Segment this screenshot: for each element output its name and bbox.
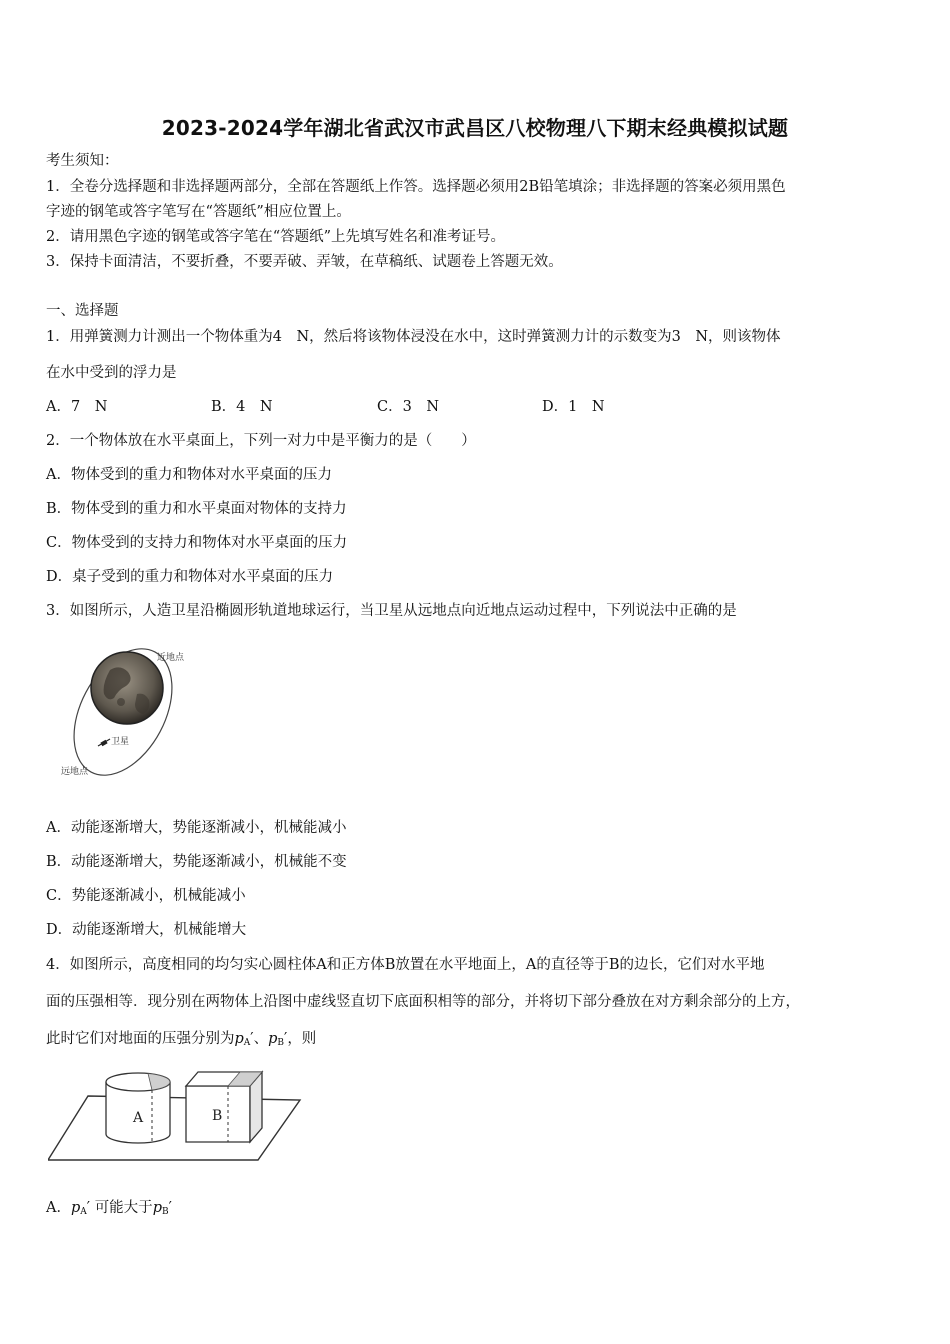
cylinder-cube-figure — [48, 1068, 304, 1164]
q1-stem-line-1: 1．用弹簧测力计测出一个物体重为4 N，然后将该物体浸没在水中，这时弹簧测力计的示数变为3 N，则该物体 — [46, 329, 781, 345]
fig-near-label: 近地点 — [157, 653, 185, 663]
q2-option-a: A．物体受到的重力和物体对水平桌面的压力 — [46, 467, 332, 483]
page-title: 2023-2024学年湖北省武汉市武昌区八校物理八下期末经典模拟试题 — [161, 116, 789, 140]
q2-option-c: C．物体受到的支持力和物体对水平桌面的压力 — [46, 535, 348, 551]
q3-option-b: B．动能逐渐增大，势能逐渐减小，机械能不变 — [46, 854, 347, 870]
notice-item-1-line-2: 字迹的钢笔或答字笔写在“答题纸”相应位置上。 — [46, 204, 351, 220]
q3-option-d: D．动能逐渐增大，机械能增大 — [46, 922, 247, 938]
fig-label-a: A — [133, 1110, 144, 1126]
fig-far-label: 远地点 — [61, 767, 89, 777]
q1-options — [46, 398, 605, 416]
q2-option-b: B．物体受到的重力和水平桌面对物体的支持力 — [46, 501, 347, 517]
satellite-icon — [98, 739, 110, 746]
notice-heading: 考生须知： — [46, 153, 119, 169]
q3-option-c: C．势能逐渐减小，机械能减小 — [46, 888, 246, 904]
fig-sat-label: 卫星 — [111, 737, 130, 747]
q4-stem-line-1: 4．如图所示，高度相同的均匀实心圆柱体A和正方体B放置在水平地面上，A的直径等于B的边长，它们对水平地 — [46, 957, 765, 973]
q1-option-c: C．3 N — [377, 399, 440, 415]
q4-option-a: A．$p_A'$ 可能大于$p_B'$ — [46, 1200, 172, 1217]
q2-stem: 2．一个物体放在水平桌面上，下列一对力中是平衡力的是（ ） — [46, 433, 476, 449]
q4-stem-line-3: 此时它们对地面的压强分别为$p_A'$、$p_B'$，则 — [46, 1031, 317, 1048]
q3-option-a: A．动能逐渐增大，势能逐渐减小，机械能减小 — [46, 820, 347, 836]
section-heading: 一、选择题 — [46, 303, 119, 319]
cylinder-a — [106, 1073, 170, 1143]
cube-b — [186, 1072, 262, 1142]
q4-stem-line-2: 面的压强相等．现分别在两物体上沿图中虚线竖直切下底面积相等的部分，并将切下部分叠放在对方剩余部分的上方， — [46, 994, 800, 1010]
q1-option-d: D．1 N — [542, 399, 605, 415]
q1-stem-line-2: 在水中受到的浮力是 — [46, 365, 177, 381]
q1-option-b: B．4 N — [211, 399, 273, 415]
earth-icon — [91, 652, 163, 724]
notice-item-3: 3．保持卡面清洁，不要折叠，不要弄破、弄皱，在草稿纸、试题卷上答题无效。 — [46, 254, 563, 270]
q2-option-d: D．桌子受到的重力和物体对水平桌面的压力 — [46, 569, 334, 585]
q3-stem: 3．如图所示，人造卫星沿椭圆形轨道地球运行，当卫星从远地点向近地点运动过程中，下列说法中正确的是 — [46, 603, 737, 619]
notice-item-1-line-1: 1．全卷分选择题和非选择题两部分，全部在答题纸上作答。选择题必须用2B铅笔填涂；非选择题的答案必须用黑色 — [46, 179, 786, 195]
fig-label-b: B — [212, 1108, 223, 1124]
notice-item-2: 2．请用黑色字迹的钢笔或答字笔在“答题纸”上先填写姓名和准考证号。 — [46, 229, 506, 245]
satellite-orbit-figure — [55, 640, 215, 785]
q1-option-a: A．7 N — [46, 399, 108, 415]
